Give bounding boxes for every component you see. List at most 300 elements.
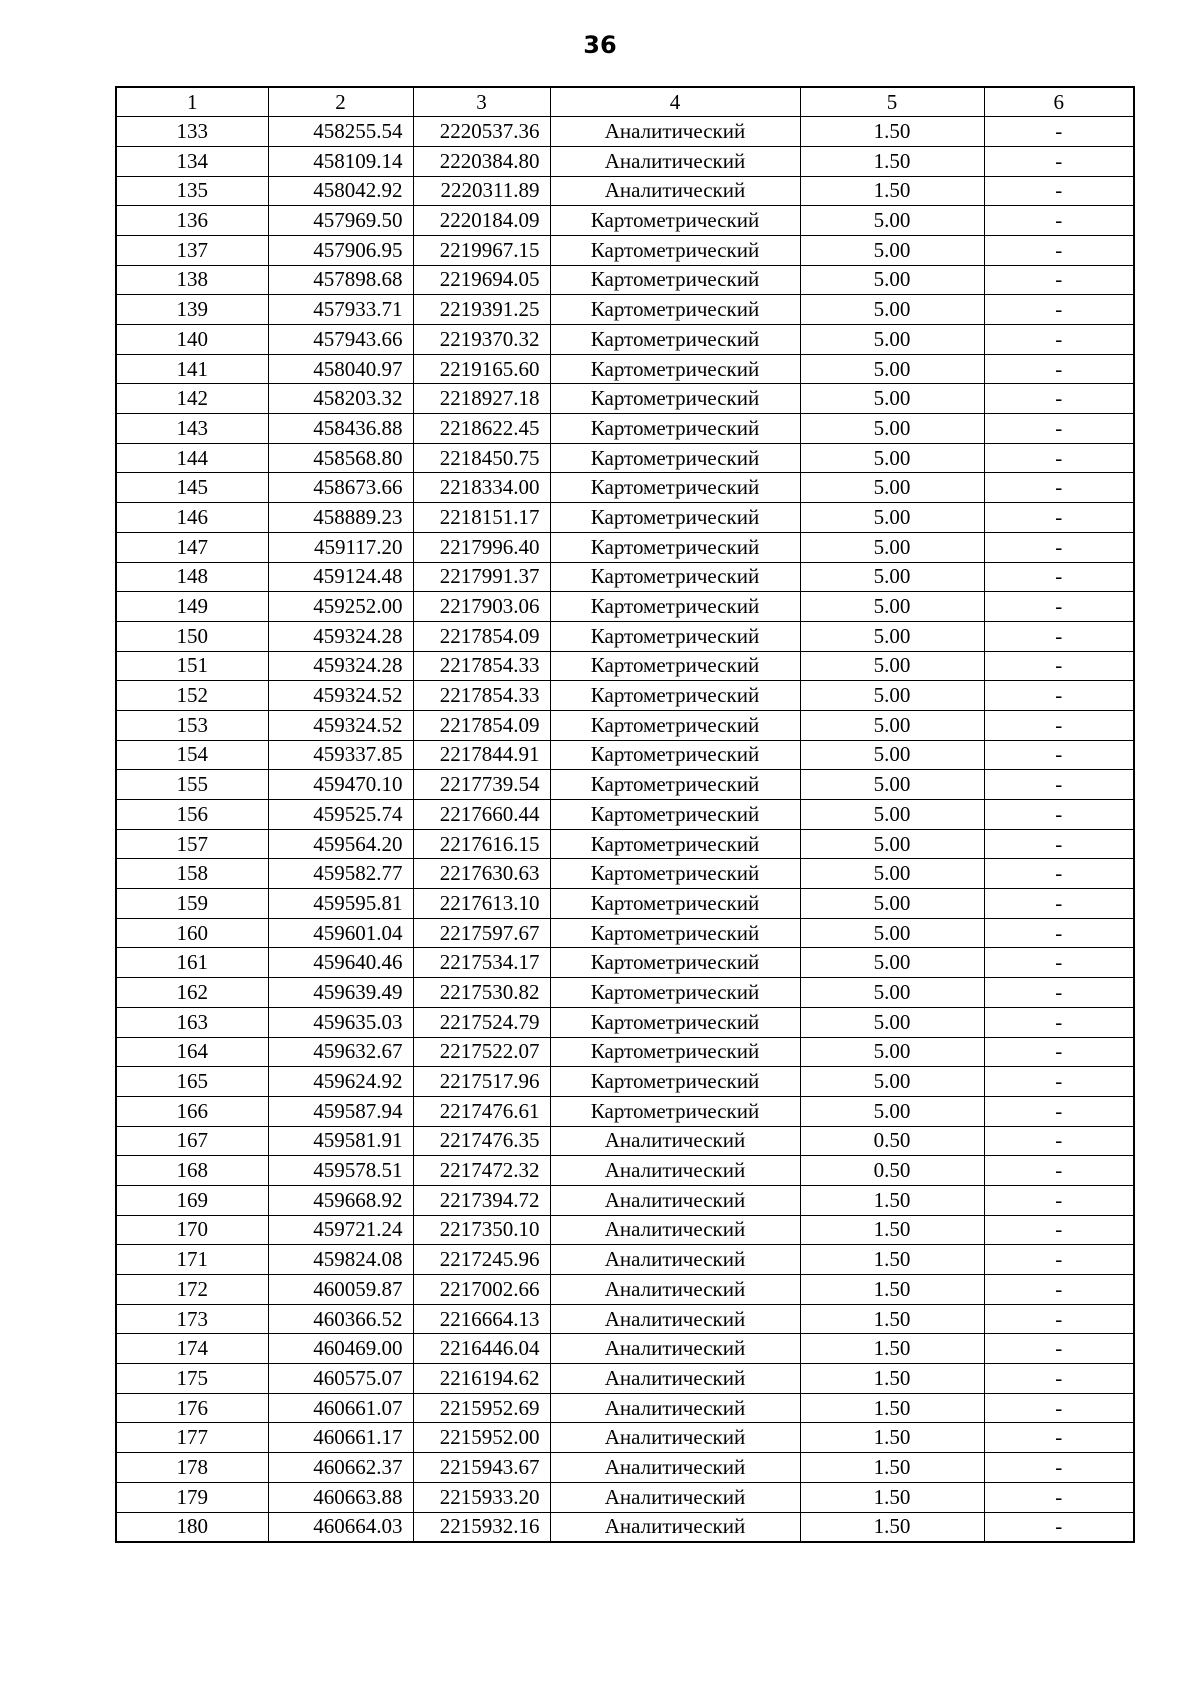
x-coordinate-cell: 459824.08 <box>268 1245 413 1275</box>
accuracy-cell: 5.00 <box>800 532 984 562</box>
table-row <box>116 295 1134 325</box>
x-coordinate-cell: 460663.88 <box>268 1482 413 1512</box>
method-cell: Картометрический <box>550 978 800 1008</box>
x-coordinate-cell: 459595.81 <box>268 889 413 919</box>
point-number-cell: 166 <box>116 1096 268 1126</box>
accuracy-cell: 5.00 <box>800 770 984 800</box>
note-cell: - <box>984 800 1134 830</box>
method-cell: Аналитический <box>550 1393 800 1423</box>
table-row <box>116 473 1134 503</box>
table-row <box>116 176 1134 206</box>
y-coordinate-cell: 2220384.80 <box>413 146 550 176</box>
accuracy-cell: 1.50 <box>800 176 984 206</box>
y-coordinate-cell: 2216664.13 <box>413 1304 550 1334</box>
table-row <box>116 206 1134 236</box>
y-coordinate-cell: 2217613.10 <box>413 889 550 919</box>
point-number-cell: 155 <box>116 770 268 800</box>
x-coordinate-cell: 458673.66 <box>268 473 413 503</box>
point-number-cell: 161 <box>116 948 268 978</box>
table-row <box>116 562 1134 592</box>
note-cell: - <box>984 592 1134 622</box>
accuracy-cell: 5.00 <box>800 651 984 681</box>
table-row <box>116 1512 1134 1542</box>
x-coordinate-cell: 460661.17 <box>268 1423 413 1453</box>
method-cell: Картометрический <box>550 473 800 503</box>
point-number-cell: 170 <box>116 1215 268 1245</box>
method-cell: Картометрический <box>550 1067 800 1097</box>
note-cell: - <box>984 859 1134 889</box>
y-coordinate-cell: 2218450.75 <box>413 443 550 473</box>
x-coordinate-cell: 459525.74 <box>268 800 413 830</box>
x-coordinate-cell: 459578.51 <box>268 1156 413 1186</box>
y-coordinate-cell: 2220184.09 <box>413 206 550 236</box>
table-row <box>116 948 1134 978</box>
note-cell: - <box>984 532 1134 562</box>
table-row <box>116 1245 1134 1275</box>
y-coordinate-cell: 2217476.35 <box>413 1126 550 1156</box>
x-coordinate-cell: 460664.03 <box>268 1512 413 1542</box>
table-row <box>116 146 1134 176</box>
note-cell: - <box>984 1007 1134 1037</box>
x-coordinate-cell: 459581.91 <box>268 1126 413 1156</box>
point-number-cell: 173 <box>116 1304 268 1334</box>
y-coordinate-cell: 2217854.09 <box>413 710 550 740</box>
point-number-cell: 169 <box>116 1185 268 1215</box>
method-cell: Аналитический <box>550 1334 800 1364</box>
y-coordinate-cell: 2217996.40 <box>413 532 550 562</box>
accuracy-cell: 5.00 <box>800 1096 984 1126</box>
column-header-2: 2 <box>268 87 413 117</box>
table-row <box>116 889 1134 919</box>
y-coordinate-cell: 2217524.79 <box>413 1007 550 1037</box>
x-coordinate-cell: 459564.20 <box>268 829 413 859</box>
table-row <box>116 1126 1134 1156</box>
note-cell: - <box>984 1185 1134 1215</box>
point-number-cell: 164 <box>116 1037 268 1067</box>
method-cell: Картометрический <box>550 562 800 592</box>
point-number-cell: 178 <box>116 1453 268 1483</box>
accuracy-cell: 5.00 <box>800 621 984 651</box>
y-coordinate-cell: 2219694.05 <box>413 265 550 295</box>
note-cell: - <box>984 1334 1134 1364</box>
point-number-cell: 159 <box>116 889 268 919</box>
table-row <box>116 859 1134 889</box>
accuracy-cell: 5.00 <box>800 503 984 533</box>
y-coordinate-cell: 2217597.67 <box>413 918 550 948</box>
method-cell: Аналитический <box>550 1423 800 1453</box>
point-number-cell: 150 <box>116 621 268 651</box>
y-coordinate-cell: 2220537.36 <box>413 117 550 147</box>
point-number-cell: 176 <box>116 1393 268 1423</box>
x-coordinate-cell: 458568.80 <box>268 443 413 473</box>
accuracy-cell: 1.50 <box>800 1512 984 1542</box>
y-coordinate-cell: 2217854.33 <box>413 681 550 711</box>
accuracy-cell: 1.50 <box>800 1275 984 1305</box>
method-cell: Картометрический <box>550 354 800 384</box>
point-number-cell: 156 <box>116 800 268 830</box>
point-number-cell: 143 <box>116 414 268 444</box>
y-coordinate-cell: 2217472.32 <box>413 1156 550 1186</box>
note-cell: - <box>984 354 1134 384</box>
point-number-cell: 158 <box>116 859 268 889</box>
y-coordinate-cell: 2215943.67 <box>413 1453 550 1483</box>
method-cell: Картометрический <box>550 206 800 236</box>
point-number-cell: 157 <box>116 829 268 859</box>
y-coordinate-cell: 2217854.09 <box>413 621 550 651</box>
point-number-cell: 138 <box>116 265 268 295</box>
note-cell: - <box>984 117 1134 147</box>
y-coordinate-cell: 2217534.17 <box>413 948 550 978</box>
method-cell: Картометрический <box>550 948 800 978</box>
table-row <box>116 414 1134 444</box>
accuracy-cell: 5.00 <box>800 859 984 889</box>
note-cell: - <box>984 740 1134 770</box>
y-coordinate-cell: 2217630.63 <box>413 859 550 889</box>
accuracy-cell: 5.00 <box>800 325 984 355</box>
x-coordinate-cell: 460469.00 <box>268 1334 413 1364</box>
y-coordinate-cell: 2217739.54 <box>413 770 550 800</box>
point-number-cell: 172 <box>116 1275 268 1305</box>
point-number-cell: 147 <box>116 532 268 562</box>
x-coordinate-cell: 459632.67 <box>268 1037 413 1067</box>
note-cell: - <box>984 651 1134 681</box>
table-row <box>116 1096 1134 1126</box>
note-cell: - <box>984 1364 1134 1394</box>
x-coordinate-cell: 459324.52 <box>268 681 413 711</box>
note-cell: - <box>984 1512 1134 1542</box>
point-number-cell: 179 <box>116 1482 268 1512</box>
point-number-cell: 146 <box>116 503 268 533</box>
table-row <box>116 1037 1134 1067</box>
point-number-cell: 144 <box>116 443 268 473</box>
x-coordinate-cell: 459668.92 <box>268 1185 413 1215</box>
accuracy-cell: 0.50 <box>800 1156 984 1186</box>
note-cell: - <box>984 562 1134 592</box>
y-coordinate-cell: 2217522.07 <box>413 1037 550 1067</box>
accuracy-cell: 5.00 <box>800 948 984 978</box>
y-coordinate-cell: 2217854.33 <box>413 651 550 681</box>
method-cell: Аналитический <box>550 1126 800 1156</box>
x-coordinate-cell: 460366.52 <box>268 1304 413 1334</box>
y-coordinate-cell: 2218622.45 <box>413 414 550 444</box>
table-row <box>116 978 1134 1008</box>
accuracy-cell: 5.00 <box>800 918 984 948</box>
accuracy-cell: 5.00 <box>800 265 984 295</box>
column-header-1: 1 <box>116 87 268 117</box>
accuracy-cell: 1.50 <box>800 1482 984 1512</box>
y-coordinate-cell: 2218927.18 <box>413 384 550 414</box>
method-cell: Аналитический <box>550 1364 800 1394</box>
table-row <box>116 1423 1134 1453</box>
table-row <box>116 1482 1134 1512</box>
accuracy-cell: 1.50 <box>800 1245 984 1275</box>
point-number-cell: 133 <box>116 117 268 147</box>
note-cell: - <box>984 384 1134 414</box>
method-cell: Картометрический <box>550 770 800 800</box>
x-coordinate-cell: 459582.77 <box>268 859 413 889</box>
table-row <box>116 1334 1134 1364</box>
note-cell: - <box>984 770 1134 800</box>
table-row <box>116 1393 1134 1423</box>
x-coordinate-cell: 458040.97 <box>268 354 413 384</box>
accuracy-cell: 5.00 <box>800 1067 984 1097</box>
table-row <box>116 1215 1134 1245</box>
point-number-cell: 149 <box>116 592 268 622</box>
note-cell: - <box>984 1275 1134 1305</box>
note-cell: - <box>984 1156 1134 1186</box>
table-row <box>116 770 1134 800</box>
point-number-cell: 175 <box>116 1364 268 1394</box>
x-coordinate-cell: 458203.32 <box>268 384 413 414</box>
point-number-cell: 177 <box>116 1423 268 1453</box>
method-cell: Аналитический <box>550 176 800 206</box>
method-cell: Аналитический <box>550 117 800 147</box>
x-coordinate-cell: 458889.23 <box>268 503 413 533</box>
note-cell: - <box>984 978 1134 1008</box>
y-coordinate-cell: 2217660.44 <box>413 800 550 830</box>
table-row <box>116 918 1134 948</box>
note-cell: - <box>984 235 1134 265</box>
accuracy-cell: 1.50 <box>800 146 984 176</box>
point-number-cell: 180 <box>116 1512 268 1542</box>
method-cell: Аналитический <box>550 1453 800 1483</box>
accuracy-cell: 1.50 <box>800 1185 984 1215</box>
method-cell: Картометрический <box>550 265 800 295</box>
point-number-cell: 163 <box>116 1007 268 1037</box>
column-header-6: 6 <box>984 87 1134 117</box>
method-cell: Картометрический <box>550 235 800 265</box>
table-row <box>116 1007 1134 1037</box>
method-cell: Картометрический <box>550 295 800 325</box>
accuracy-cell: 1.50 <box>800 1215 984 1245</box>
coordinates-table-body <box>116 87 1134 1542</box>
y-coordinate-cell: 2215952.69 <box>413 1393 550 1423</box>
page-number: 36 <box>583 31 617 59</box>
note-cell: - <box>984 206 1134 236</box>
accuracy-cell: 5.00 <box>800 473 984 503</box>
accuracy-cell: 5.00 <box>800 1037 984 1067</box>
y-coordinate-cell: 2216194.62 <box>413 1364 550 1394</box>
x-coordinate-cell: 457898.68 <box>268 265 413 295</box>
method-cell: Картометрический <box>550 800 800 830</box>
method-cell: Картометрический <box>550 740 800 770</box>
x-coordinate-cell: 459601.04 <box>268 918 413 948</box>
x-coordinate-cell: 459635.03 <box>268 1007 413 1037</box>
coordinates-table <box>115 86 1135 1543</box>
note-cell: - <box>984 1245 1134 1275</box>
point-number-cell: 171 <box>116 1245 268 1275</box>
table-row <box>116 1304 1134 1334</box>
note-cell: - <box>984 295 1134 325</box>
table-row <box>116 621 1134 651</box>
x-coordinate-cell: 459587.94 <box>268 1096 413 1126</box>
table-row <box>116 829 1134 859</box>
accuracy-cell: 1.50 <box>800 1393 984 1423</box>
accuracy-cell: 5.00 <box>800 235 984 265</box>
y-coordinate-cell: 2217350.10 <box>413 1215 550 1245</box>
x-coordinate-cell: 459624.92 <box>268 1067 413 1097</box>
accuracy-cell: 5.00 <box>800 592 984 622</box>
note-cell: - <box>984 710 1134 740</box>
note-cell: - <box>984 889 1134 919</box>
accuracy-cell: 1.50 <box>800 1304 984 1334</box>
note-cell: - <box>984 1126 1134 1156</box>
y-coordinate-cell: 2217517.96 <box>413 1067 550 1097</box>
table-row <box>116 710 1134 740</box>
method-cell: Аналитический <box>550 1512 800 1542</box>
y-coordinate-cell: 2218334.00 <box>413 473 550 503</box>
accuracy-cell: 0.50 <box>800 1126 984 1156</box>
method-cell: Картометрический <box>550 443 800 473</box>
point-number-cell: 148 <box>116 562 268 592</box>
method-cell: Картометрический <box>550 384 800 414</box>
table-row <box>116 651 1134 681</box>
table-row <box>116 325 1134 355</box>
method-cell: Картометрический <box>550 859 800 889</box>
table-row <box>116 235 1134 265</box>
method-cell: Аналитический <box>550 1185 800 1215</box>
point-number-cell: 168 <box>116 1156 268 1186</box>
method-cell: Аналитический <box>550 1304 800 1334</box>
method-cell: Картометрический <box>550 1096 800 1126</box>
method-cell: Картометрический <box>550 414 800 444</box>
method-cell: Картометрический <box>550 1007 800 1037</box>
method-cell: Картометрический <box>550 532 800 562</box>
note-cell: - <box>984 918 1134 948</box>
y-coordinate-cell: 2217903.06 <box>413 592 550 622</box>
method-cell: Аналитический <box>550 1275 800 1305</box>
table-row <box>116 117 1134 147</box>
x-coordinate-cell: 460661.07 <box>268 1393 413 1423</box>
x-coordinate-cell: 460059.87 <box>268 1275 413 1305</box>
note-cell: - <box>984 146 1134 176</box>
x-coordinate-cell: 459124.48 <box>268 562 413 592</box>
method-cell: Картометрический <box>550 681 800 711</box>
note-cell: - <box>984 1393 1134 1423</box>
note-cell: - <box>984 1096 1134 1126</box>
note-cell: - <box>984 265 1134 295</box>
x-coordinate-cell: 457969.50 <box>268 206 413 236</box>
accuracy-cell: 1.50 <box>800 117 984 147</box>
y-coordinate-cell: 2215952.00 <box>413 1423 550 1453</box>
note-cell: - <box>984 443 1134 473</box>
table-row <box>116 1156 1134 1186</box>
note-cell: - <box>984 1215 1134 1245</box>
table-row <box>116 800 1134 830</box>
method-cell: Аналитический <box>550 1245 800 1275</box>
x-coordinate-cell: 459117.20 <box>268 532 413 562</box>
x-coordinate-cell: 457943.66 <box>268 325 413 355</box>
accuracy-cell: 1.50 <box>800 1364 984 1394</box>
y-coordinate-cell: 2218151.17 <box>413 503 550 533</box>
accuracy-cell: 5.00 <box>800 443 984 473</box>
table-row <box>116 354 1134 384</box>
column-header-3: 3 <box>413 87 550 117</box>
note-cell: - <box>984 681 1134 711</box>
table-row <box>116 1453 1134 1483</box>
method-cell: Картометрический <box>550 325 800 355</box>
method-cell: Картометрический <box>550 1037 800 1067</box>
note-cell: - <box>984 829 1134 859</box>
y-coordinate-cell: 2217991.37 <box>413 562 550 592</box>
accuracy-cell: 5.00 <box>800 740 984 770</box>
x-coordinate-cell: 459252.00 <box>268 592 413 622</box>
x-coordinate-cell: 458042.92 <box>268 176 413 206</box>
note-cell: - <box>984 1482 1134 1512</box>
method-cell: Картометрический <box>550 503 800 533</box>
table-row <box>116 443 1134 473</box>
method-cell: Картометрический <box>550 592 800 622</box>
y-coordinate-cell: 2217616.15 <box>413 829 550 859</box>
method-cell: Картометрический <box>550 918 800 948</box>
x-coordinate-cell: 459337.85 <box>268 740 413 770</box>
y-coordinate-cell: 2219370.32 <box>413 325 550 355</box>
point-number-cell: 152 <box>116 681 268 711</box>
accuracy-cell: 5.00 <box>800 710 984 740</box>
table-row <box>116 532 1134 562</box>
note-cell: - <box>984 1304 1134 1334</box>
point-number-cell: 153 <box>116 710 268 740</box>
note-cell: - <box>984 176 1134 206</box>
table-row <box>116 503 1134 533</box>
accuracy-cell: 5.00 <box>800 800 984 830</box>
note-cell: - <box>984 1037 1134 1067</box>
x-coordinate-cell: 459470.10 <box>268 770 413 800</box>
x-coordinate-cell: 460575.07 <box>268 1364 413 1394</box>
point-number-cell: 145 <box>116 473 268 503</box>
y-coordinate-cell: 2219391.25 <box>413 295 550 325</box>
method-cell: Аналитический <box>550 1215 800 1245</box>
y-coordinate-cell: 2219967.15 <box>413 235 550 265</box>
note-cell: - <box>984 948 1134 978</box>
x-coordinate-cell: 460662.37 <box>268 1453 413 1483</box>
y-coordinate-cell: 2217476.61 <box>413 1096 550 1126</box>
table-header-row <box>116 87 1134 117</box>
table-row <box>116 1067 1134 1097</box>
y-coordinate-cell: 2219165.60 <box>413 354 550 384</box>
y-coordinate-cell: 2217530.82 <box>413 978 550 1008</box>
x-coordinate-cell: 459324.52 <box>268 710 413 740</box>
x-coordinate-cell: 458109.14 <box>268 146 413 176</box>
point-number-cell: 139 <box>116 295 268 325</box>
y-coordinate-cell: 2216446.04 <box>413 1334 550 1364</box>
table-row <box>116 384 1134 414</box>
column-header-4: 4 <box>550 87 800 117</box>
table-row <box>116 1364 1134 1394</box>
point-number-cell: 137 <box>116 235 268 265</box>
point-number-cell: 140 <box>116 325 268 355</box>
method-cell: Картометрический <box>550 829 800 859</box>
x-coordinate-cell: 459324.28 <box>268 621 413 651</box>
accuracy-cell: 1.50 <box>800 1453 984 1483</box>
point-number-cell: 167 <box>116 1126 268 1156</box>
accuracy-cell: 5.00 <box>800 206 984 236</box>
method-cell: Аналитический <box>550 146 800 176</box>
method-cell: Аналитический <box>550 1482 800 1512</box>
note-cell: - <box>984 414 1134 444</box>
accuracy-cell: 5.00 <box>800 889 984 919</box>
note-cell: - <box>984 1423 1134 1453</box>
method-cell: Аналитический <box>550 1156 800 1186</box>
point-number-cell: 135 <box>116 176 268 206</box>
x-coordinate-cell: 457906.95 <box>268 235 413 265</box>
point-number-cell: 162 <box>116 978 268 1008</box>
column-header-5: 5 <box>800 87 984 117</box>
accuracy-cell: 5.00 <box>800 384 984 414</box>
table-row <box>116 592 1134 622</box>
x-coordinate-cell: 459721.24 <box>268 1215 413 1245</box>
y-coordinate-cell: 2217245.96 <box>413 1245 550 1275</box>
